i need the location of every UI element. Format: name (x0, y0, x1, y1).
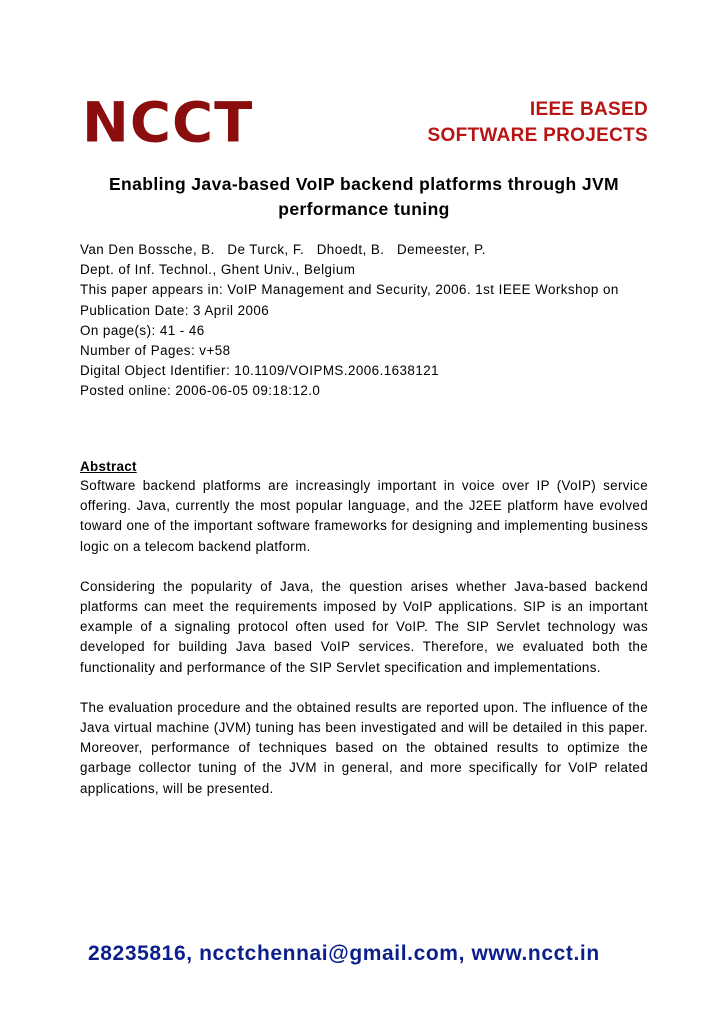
paper-title-line-1: Enabling Java-based VoIP backend platforms through JVM (108, 174, 620, 194)
abstract-paragraph: Considering the popularity of Java, the question arises whether Java-based backend platforms can meet the requirements imposed by VoIP applications. SIP is an important example of a signaling protocol often used for VoIP. The SIP Servlet technology was developed for building Java based VoIP services. Therefore, we evaluated both the functionality and performance of the SIP Servlet specification and implementations. (80, 578, 648, 675)
appears-in: This paper appears in: VoIP Management and Security, 2006. 1st IEEE Workshop on (80, 282, 619, 298)
doi: Digital Object Identifier: 10.1109/VOIPMS.2006.1638121 (80, 363, 440, 379)
paper-title-line-2: performance tuning (278, 199, 450, 219)
paper-title (80, 172, 648, 222)
page-range: On page(s): 41 - 46 (80, 322, 205, 338)
header-line-ieee: IEEE BASED (529, 99, 648, 120)
abstract-paragraph: The evaluation procedure and the obtained results are reported upon. The influence of the Java virtual machine (JVM) tuning has been investigated and will be detailed in this paper. Moreover, performance of techniques based on the obtained results to optimize the garbage collector tuning of the JVM in general, and more specifically for VoIP related applications, will be presented. (80, 699, 648, 796)
abstract-paragraph: Software backend platforms are increasingly important in voice over IP (VoIP) service offering. Java, currently the most popular language, and the J2EE platform have evolved toward one of the important software frameworks for designing and implementing business logic on a telecom backend platform. (80, 478, 648, 554)
ncct-logo: NCCT (82, 91, 254, 156)
publication-date: Publication Date: 3 April 2006 (80, 302, 270, 318)
header-line-software-projects: SOFTWARE PROJECTS (427, 125, 648, 146)
posted-online: Posted online: 2006-06-05 09:18:12.0 (80, 383, 321, 399)
paper-metadata (80, 240, 648, 402)
number-of-pages: Number of Pages: v+58 (80, 343, 231, 359)
authors: Van Den Bossche, B. De Turck, F. Dhoedt, B. Demeester, P. (80, 242, 486, 257)
footer-contact: 28235816, ncctchennai@gmail.com, www.ncct.in (88, 942, 600, 965)
abstract-body (80, 476, 648, 819)
header-tagline (428, 97, 648, 149)
affiliation: Dept. of Inf. Technol., Ghent Univ., Belgium (80, 262, 356, 278)
abstract-heading: Abstract (80, 459, 137, 474)
